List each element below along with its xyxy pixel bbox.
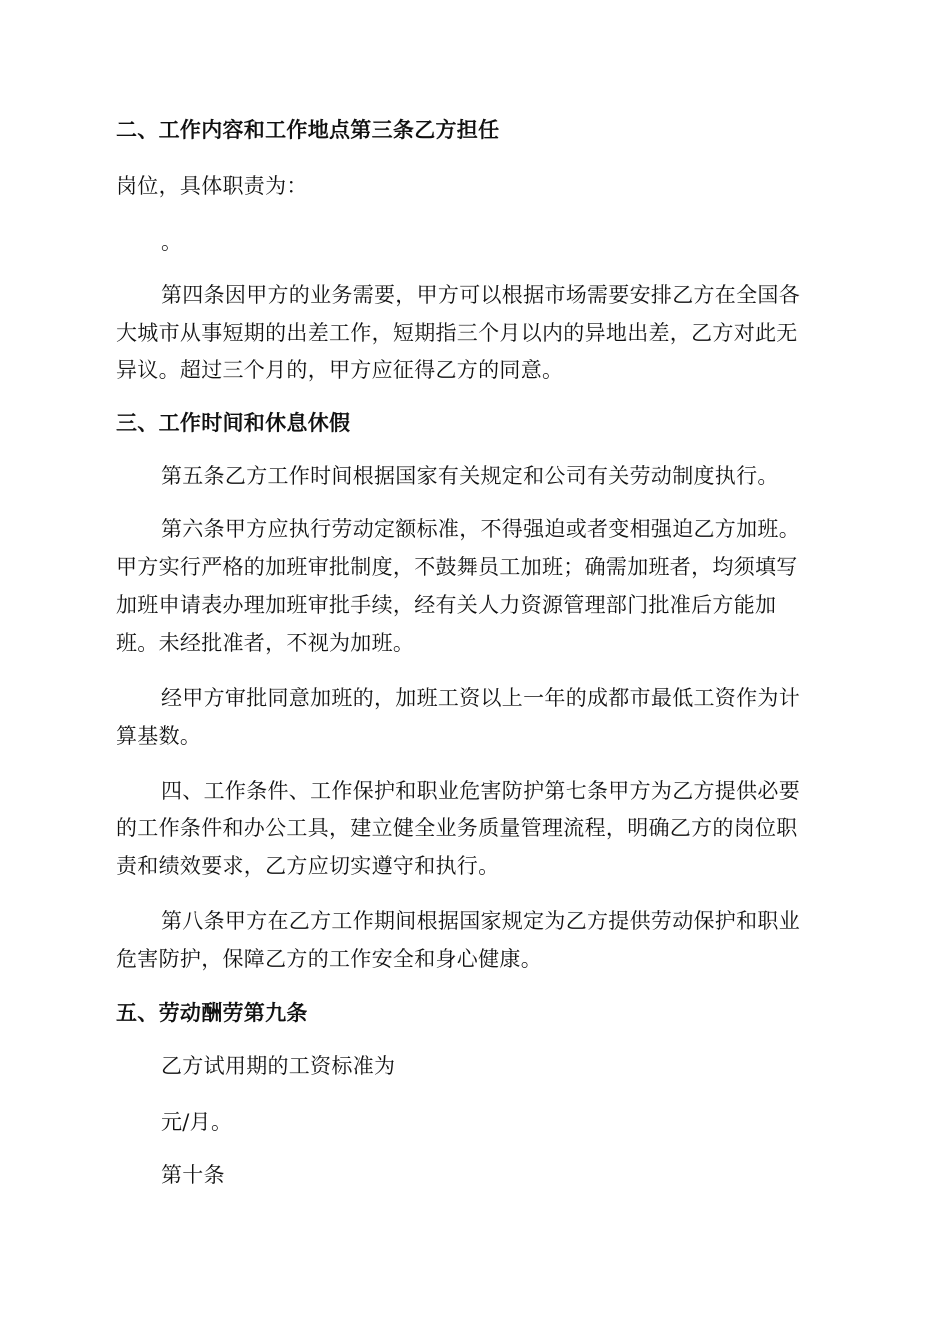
section-heading-3: 三、工作时间和休息休假 [116, 410, 351, 435]
article-5: 第五条乙方工作时间根据国家有关规定和公司有关劳动制度执行。 [161, 464, 779, 488]
article-4-line-2: 大城市从事短期的出差工作，短期指三个月以内的异地出差，乙方对此无 [116, 321, 798, 345]
overtime-line-2: 算基数。 [116, 724, 202, 748]
section-4-line-2: 的工作条件和办公工具，建立健全业务质量管理流程，明确乙方的岗位职 [116, 816, 798, 840]
text-line: 。 [161, 230, 183, 254]
article-8-line-2: 危害防护，保障乙方的工作安全和身心健康。 [116, 947, 542, 971]
salary-unit-line: 元/月。 [161, 1110, 233, 1134]
article-6-line-3: 加班申请表办理加班审批手续，经有关人力资源管理部门批准后方能加 [116, 593, 777, 617]
article-4-line-1: 第四条因甲方的业务需要，甲方可以根据市场需要安排乙方在全国各 [161, 283, 800, 307]
overtime-line-1: 经甲方审批同意加班的，加班工资以上一年的成都市最低工资作为计 [161, 686, 800, 710]
section-4-line-3: 责和绩效要求，乙方应切实遵守和执行。 [116, 854, 500, 878]
article-10: 第十条 [161, 1163, 225, 1187]
section-4-line-1: 四、工作条件、工作保护和职业危害防护第七条甲方为乙方提供必要 [161, 779, 800, 803]
probation-salary-line: 乙方试用期的工资标准为 [161, 1054, 396, 1078]
article-4-line-3: 异议。超过三个月的，甲方应征得乙方的同意。 [116, 358, 564, 382]
section-heading-2: 二、工作内容和工作地点第三条乙方担任 [116, 117, 500, 142]
text-line: 岗位，具体职责为： [116, 174, 308, 198]
article-6-line-4: 班。未经批准者，不视为加班。 [116, 631, 415, 655]
article-6-line-1: 第六条甲方应执行劳动定额标准，不得强迫或者变相强迫乙方加班。 [161, 517, 800, 541]
section-heading-5: 五、劳动酬劳第九条 [116, 1000, 308, 1025]
article-6-line-2: 甲方实行严格的加班审批制度，不鼓舞员工加班；确需加班者，均须填写 [116, 555, 798, 579]
article-8-line-1: 第八条甲方在乙方工作期间根据国家规定为乙方提供劳动保护和职业 [161, 909, 800, 933]
